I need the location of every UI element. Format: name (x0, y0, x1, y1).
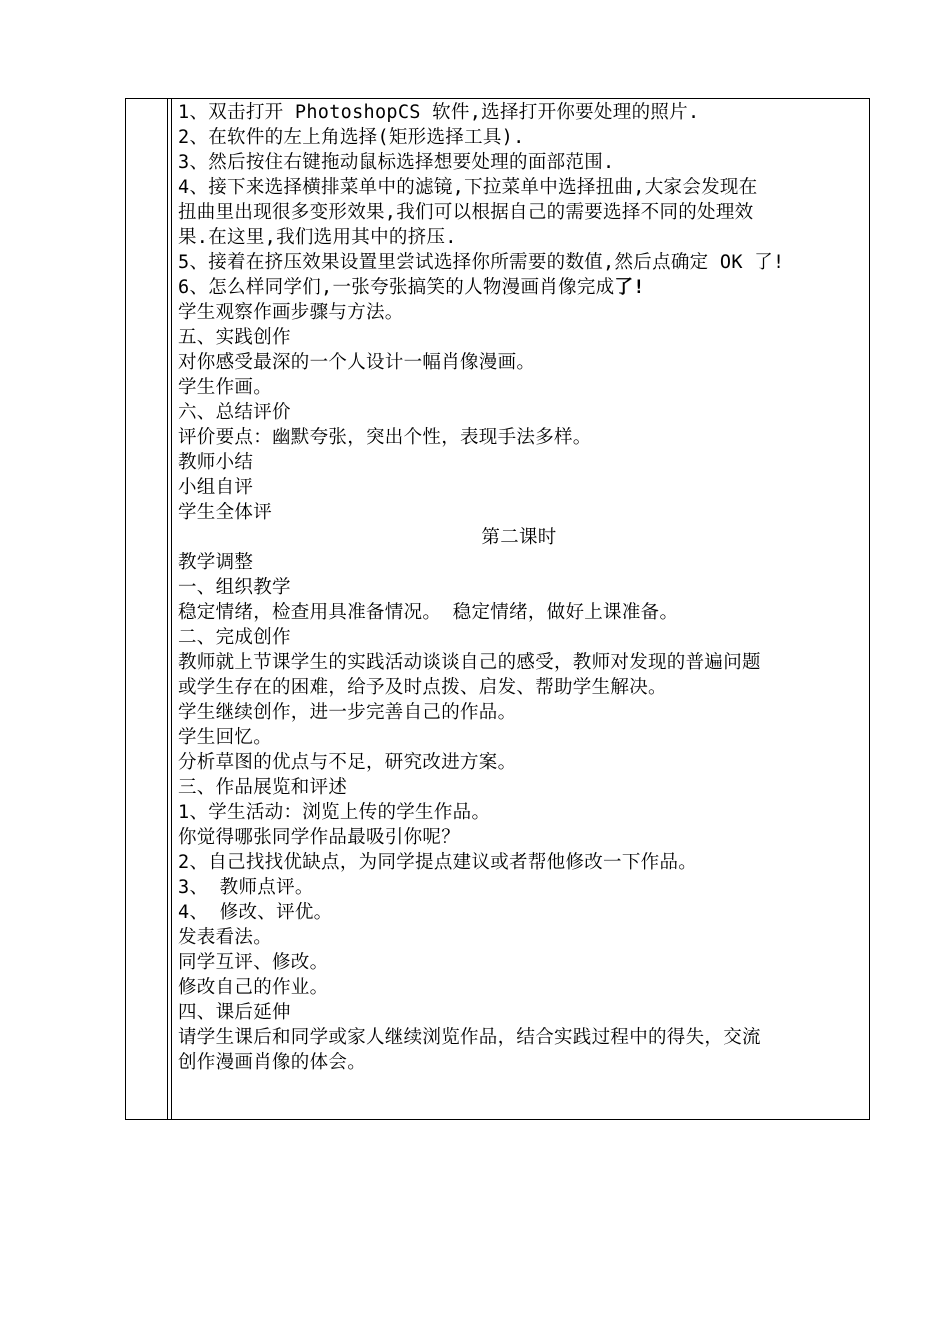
text-line: 稳定情绪，检查用具准备情况。 稳定情绪，做好上课准备。 (178, 602, 679, 623)
step-1-line: 1、双击打开 PhotoshopCS 软件,选择打开你要处理的照片. (178, 102, 700, 123)
text-line: 同学互评、修改。 (178, 952, 329, 973)
text-line: 你觉得哪张同学作品最吸引你呢？ (178, 827, 461, 848)
text-line: 学生观察作画步骤与方法。 (178, 302, 404, 323)
text-line: 4、 修改、评优。 (178, 902, 333, 923)
text-line: 修改自己的作业。 (178, 977, 329, 998)
section-heading: 三、作品展览和评述 (178, 777, 348, 798)
step-2-line: 2、在软件的左上角选择(矩形选择工具). (178, 127, 525, 148)
step-6-tail: 了! (614, 277, 645, 298)
text-line: 评价要点：幽默夸张，突出个性，表现手法多样。 (178, 427, 592, 448)
text-line: 教师就上节课学生的实践活动谈谈自己的感受，教师对发现的普遍问题 (178, 652, 761, 673)
text-line: 1、学生活动：浏览上传的学生作品。 (178, 802, 491, 823)
text-line: 学生继续创作，进一步完善自己的作品。 (178, 702, 517, 723)
step-4-line-cont-2: 果.在这里,我们选用其中的挤压. (178, 227, 457, 248)
step-4-line-cont: 扭曲里出现很多变形效果,我们可以根据自己的需要选择不同的处理效 (178, 202, 754, 223)
text-line: 对你感受最深的一个人设计一幅肖像漫画。 (178, 352, 536, 373)
table-column-narrow (168, 99, 172, 1119)
text-line: 3、 教师点评。 (178, 877, 314, 898)
text-line: 分析草图的优点与不足，研究改进方案。 (178, 752, 517, 773)
table-column-left (126, 99, 168, 1119)
step-5-line: 5、接着在挤压效果设置里尝试选择你所需要的数值,然后点确定 OK 了! (178, 252, 785, 273)
section-heading: 二、完成创作 (178, 627, 291, 648)
lesson-title: 第二课时 (481, 527, 557, 548)
text-line: 教师小结 (178, 452, 254, 473)
text-line: 请学生课后和同学或家人继续浏览作品，结合实践过程中的得失，交流 (178, 1027, 761, 1048)
text-line: 小组自评 (178, 477, 254, 498)
section-heading: 四、课后延伸 (178, 1002, 291, 1023)
text-line: 或学生存在的困难，给予及时点拨、启发、帮助学生解决。 (178, 677, 667, 698)
text-line: 创作漫画肖像的体会。 (178, 1052, 367, 1073)
step-3-line: 3、然后按住右键拖动鼠标选择想要处理的面部范围. (178, 152, 615, 173)
section-heading: 五、实践创作 (178, 327, 291, 348)
section-heading: 六、总结评价 (178, 402, 291, 423)
text-line: 学生作画。 (178, 377, 273, 398)
step-4-line: 4、接下来选择横排菜单中的滤镜,下拉菜单中选择扭曲,大家会发现在 (178, 177, 758, 198)
section-heading: 一、组织教学 (178, 577, 291, 598)
text-line: 学生回忆。 (178, 727, 273, 748)
step-6-line (178, 275, 868, 300)
step-6-text: 6、怎么样同学们,一张夸张搞笑的人物漫画肖像完成 (178, 277, 615, 298)
lesson-content (178, 100, 868, 1075)
text-line: 发表看法。 (178, 927, 273, 948)
text-line: 教学调整 (178, 552, 254, 573)
text-line: 学生全体评 (178, 502, 273, 523)
text-line: 2、自己找找优缺点，为同学提点建议或者帮他修改一下作品。 (178, 852, 698, 873)
